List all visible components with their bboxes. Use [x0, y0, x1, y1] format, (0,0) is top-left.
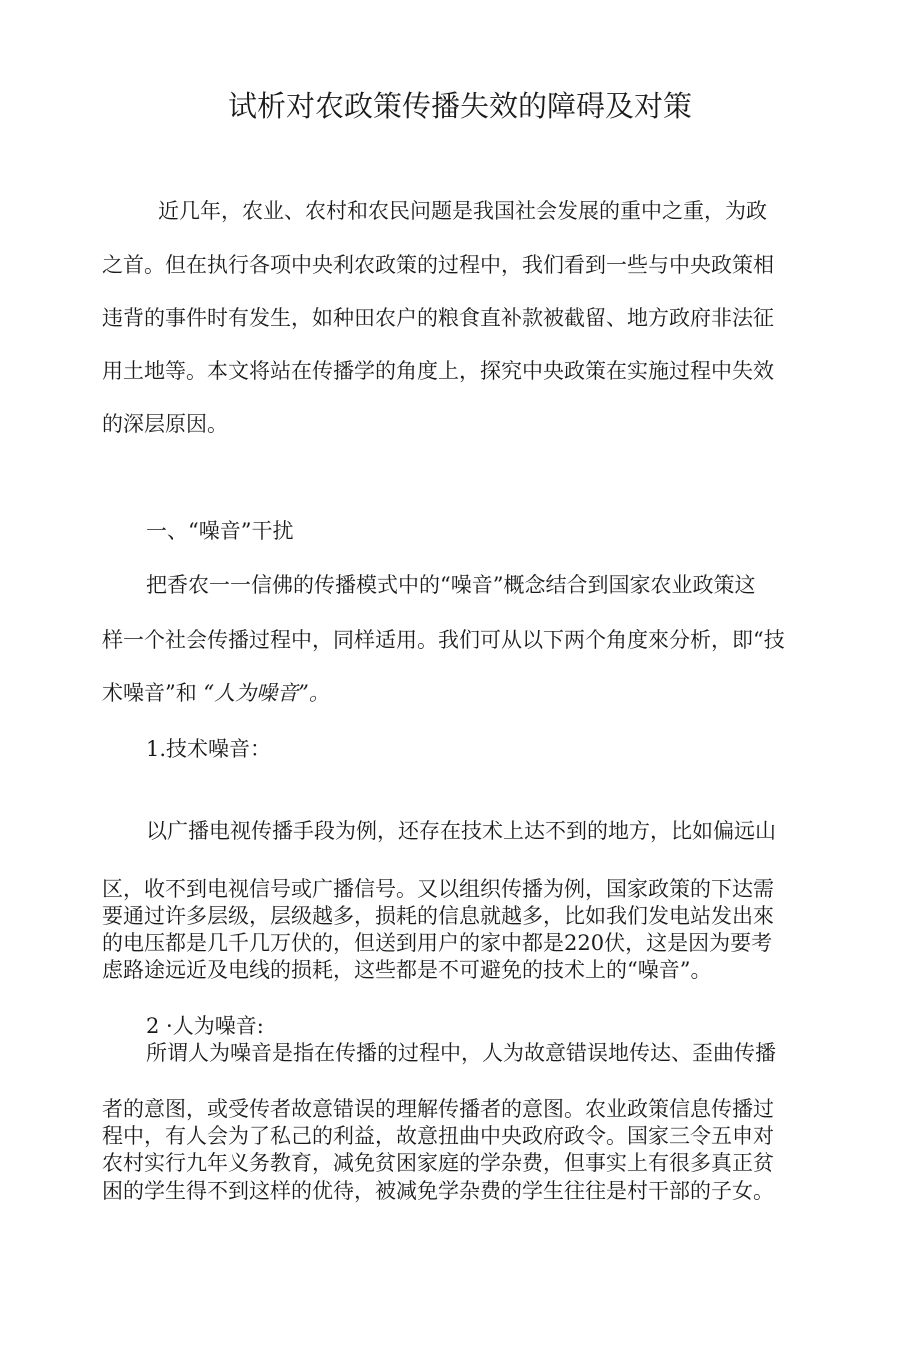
intro-line-4: 用土地等。本文将站在传播学的角度上，探究中央政策在实施过程中失效	[102, 359, 774, 383]
subheading-technical-noise: 1.技术噪音：	[146, 737, 272, 761]
tech-noise-line-2: 区，收不到电视信号或广播信号。又以组织传播为例，国家政策的下达需	[102, 877, 774, 901]
document-title: 试析对农政策传播失效的障碍及对策	[227, 89, 692, 123]
section1-para-line-3-start: 术噪音”和	[102, 681, 204, 705]
section1-para-line-2: 样一个社会传播过程中，同样适用。我们可从以下两个角度來分析，即“技	[102, 628, 785, 652]
section1-para-line-1: 把香农一一信佛的传播模式中的“噪音”概念结合到国家农业政策这	[146, 573, 756, 597]
subheading-human-noise: 2 ·人为噪音:	[146, 1014, 264, 1038]
human-noise-line-4: 农村实行九年义务教育，减免贫困家庭的学杂费，但事实上有很多真正贫	[102, 1151, 774, 1175]
human-noise-line-1: 所谓人为噪音是指在传播的过程中，人为故意错误地传达、歪曲传播	[146, 1041, 776, 1065]
intro-line-5: 的深层原因。	[102, 412, 228, 436]
intro-line-2: 之首。但在执行各项中央利农政策的过程中，我们看到一些与中央政策相	[102, 253, 774, 277]
section-heading-noise: 一、“噪音”干扰	[146, 519, 294, 543]
human-noise-line-3: 程中，有人会为了私己的利益，故意扭曲中央政府政令。国家三令五申对	[102, 1124, 774, 1148]
human-noise-line-5: 困的学生得不到这样的优待，被减免学杂费的学生往往是村干部的子女。	[102, 1179, 774, 1203]
intro-line-3: 违背的事件时有发生，如种田农户的粮食直补款被截留、地方政府非法征	[102, 306, 774, 330]
tech-noise-line-4: 的电压都是几千几万伏的，但送到用户的家中都是220伏，这是因为要考	[102, 931, 773, 955]
section1-para-line-3	[102, 680, 330, 706]
tech-noise-line-3: 要通过许多层级，层级越多，损耗的信息就越多，比如我们发电站发出來	[102, 904, 774, 928]
human-noise-line-2: 者的意图，或受传者故意错误的理解传播者的意图。农业政策信息传播过	[102, 1097, 774, 1121]
human-noise-term: “人为噪音”。	[203, 681, 330, 705]
tech-noise-line-5: 虑路途远近及电线的损耗，这些都是不可避免的技术上的“噪音”。	[102, 958, 712, 982]
intro-line-1: 近几年，农业、农村和农民问题是我国社会发展的重中之重，为政	[158, 199, 767, 223]
tech-noise-line-1: 以广播电视传播手段为例，还存在技术上达不到的地方，比如偏远山	[146, 819, 776, 843]
